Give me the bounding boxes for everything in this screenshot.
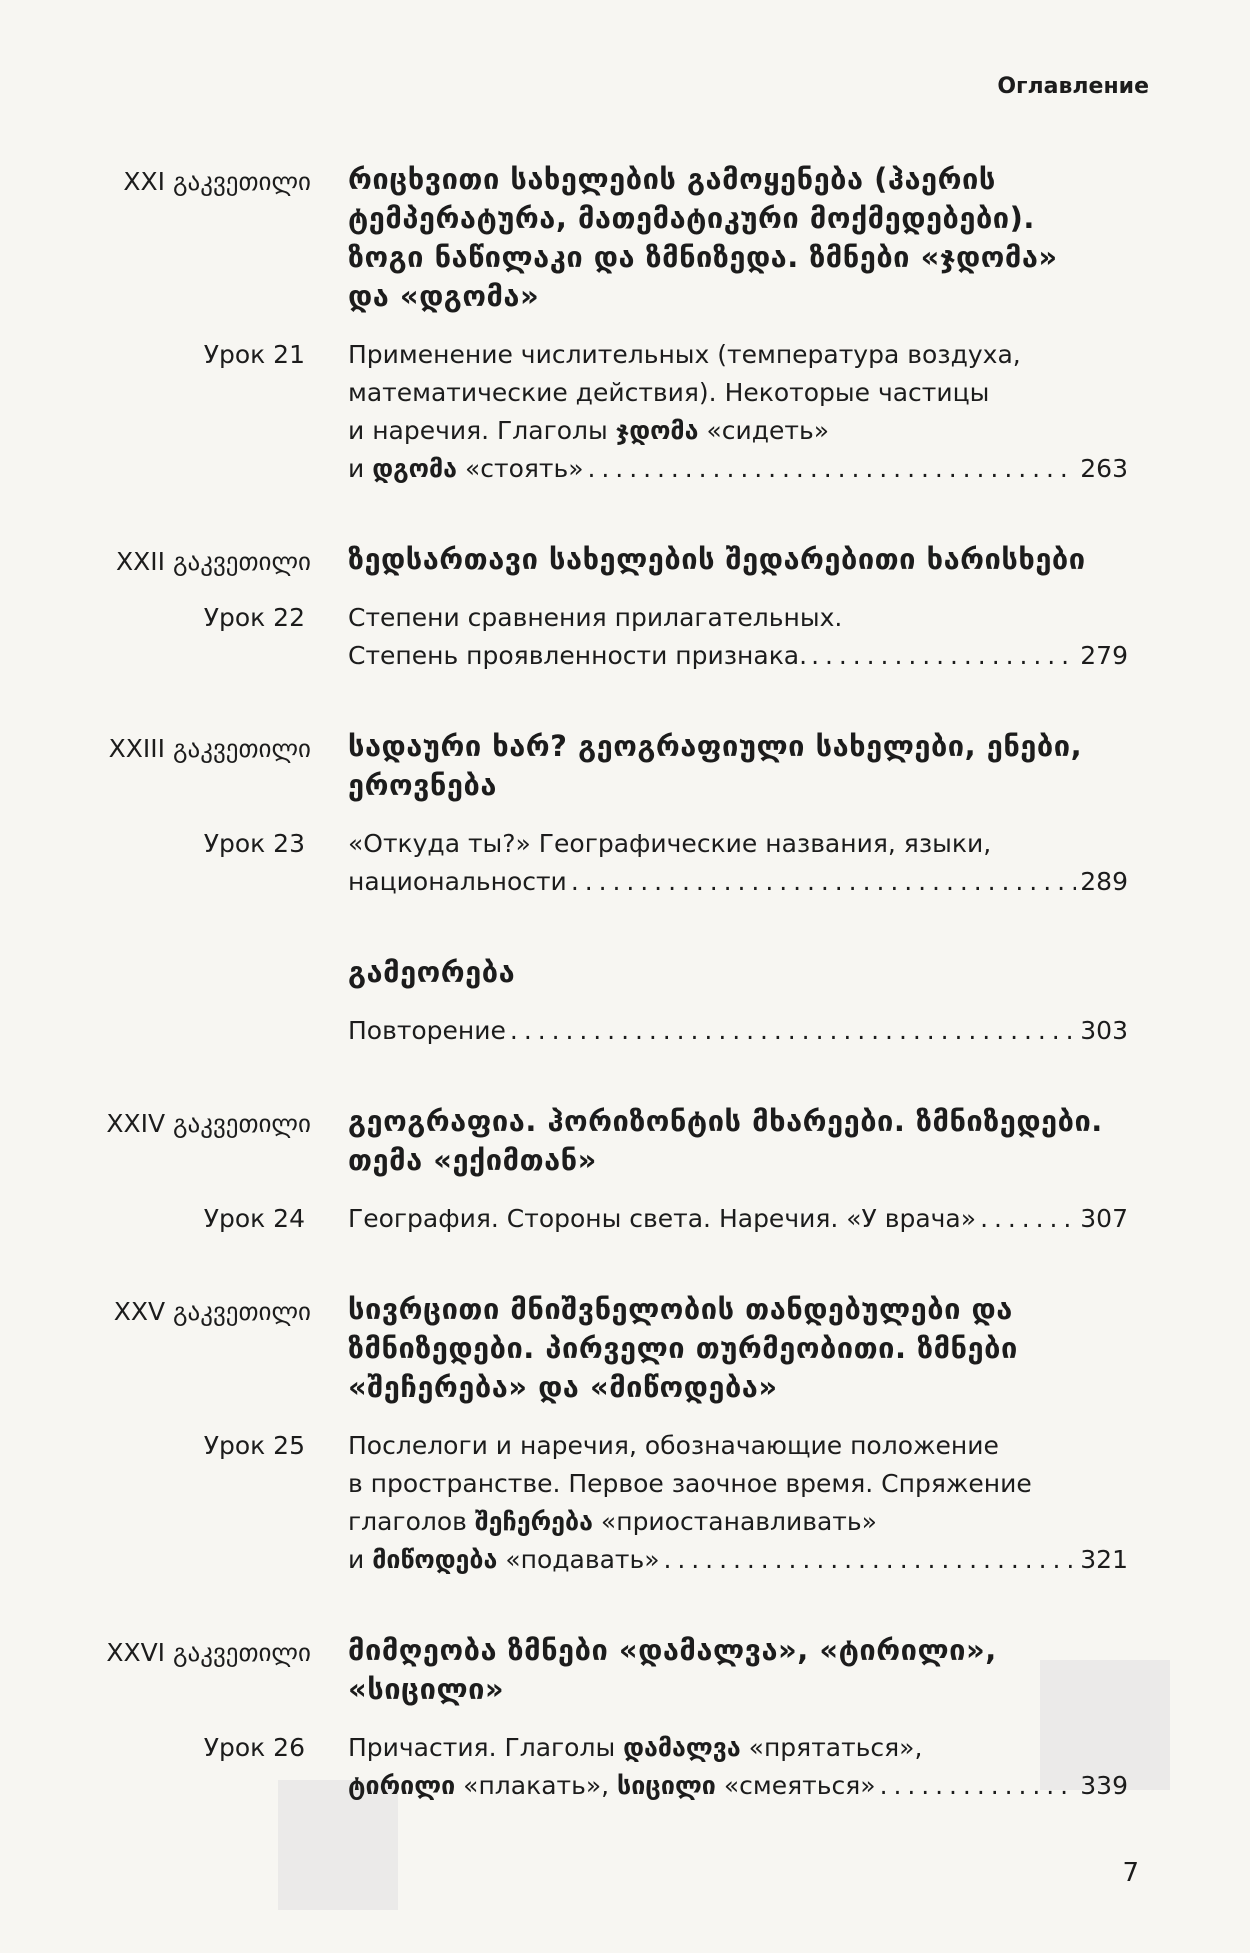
ru-inline-gloss: «плакать», xyxy=(463,1771,610,1800)
toc-entry-xxiii xyxy=(0,727,1250,805)
leader-dots xyxy=(980,1200,1076,1238)
ru-lesson-description xyxy=(348,825,1128,901)
ru-line-text: Причастия. Глаголы xyxy=(348,1733,624,1762)
ru-last-line xyxy=(348,1767,1128,1805)
geo-lesson-title: ზედსართავი სახელების შედარებითი ხარისხები xyxy=(348,542,1086,576)
geo-lesson-title: გამეორება xyxy=(348,955,516,989)
geo-lesson-label: XXIII გაკვეთილი xyxy=(108,734,311,763)
ru-line: математические действия). Некоторые частицы xyxy=(348,378,990,407)
ru-lesson-label: Урок 21 xyxy=(203,340,305,369)
geo-lesson-label: XXII გაკვეთილი xyxy=(116,547,311,576)
ru-line-text: География. Стороны света. Наречия. «У врача» xyxy=(348,1204,977,1233)
page-number-ref[interactable]: 321 xyxy=(1080,1545,1128,1574)
ru-lesson-description xyxy=(348,336,1128,488)
geo-inline-term: დგომა xyxy=(372,454,458,483)
ru-line-text: и наречия. Глаголы xyxy=(348,416,616,445)
ru-lesson-description xyxy=(348,1200,1128,1238)
table-of-contents xyxy=(0,160,1250,1805)
page-number-ref[interactable]: 339 xyxy=(1080,1771,1128,1800)
ru-last-line: и მიწოდება «подавать» . . . 321 xyxy=(348,1541,1128,1579)
geo-inline-term: შეჩერება xyxy=(474,1507,593,1536)
geo-lesson-label: XXV გაკვეთილი xyxy=(113,1297,311,1326)
toc-entry-xxi xyxy=(0,160,1250,316)
geo-lesson-title: მიმღეობა ზმნები «დამალვა», «ტირილი», «სიცილი» xyxy=(348,1633,997,1706)
toc-entry-xxv xyxy=(0,1290,1250,1407)
ru-line: «Откуда ты?» Географические названия, языки, xyxy=(348,829,992,858)
ru-line: в пространстве. Первое заочное время. Спряжение xyxy=(348,1469,1032,1498)
ru-line-text: национальности xyxy=(348,867,567,896)
geo-lesson-title: სადაური ხარ? გეოგრაფიული სახელები, ენები, ეროვნება xyxy=(348,729,1083,802)
ru-line: Применение числительных (температура воздуха, xyxy=(348,340,1021,369)
ru-entry-26 xyxy=(0,1729,1250,1805)
running-header: Оглавление xyxy=(997,74,1149,99)
toc-entry-xxii xyxy=(0,540,1250,579)
ru-inline-gloss: «приостанавливать» xyxy=(600,1507,877,1536)
ru-lesson-label: Урок 22 xyxy=(203,603,305,632)
ru-line-text: Степень проявленности признака. xyxy=(348,641,808,670)
geo-lesson-title: რიცხვითი სახელების გამოყენება (ჰაერის ტემპერატურა, მათემატიკური მოქმედებები). ზოგი ნაწილაკი და ზმნიზედა. ზმნები «ჯდომა» და «დგომა» xyxy=(348,162,1058,313)
toc-entry-review xyxy=(0,953,1250,992)
geo-inline-term: დამალვა xyxy=(623,1733,741,1762)
ru-lesson-label: Урок 23 xyxy=(203,829,305,858)
leader-dots xyxy=(510,1012,1076,1050)
page-number-ref[interactable]: 303 xyxy=(1080,1016,1128,1045)
toc-entry-xxvi xyxy=(0,1631,1250,1709)
ru-lesson-description xyxy=(348,599,1128,675)
geo-lesson-label: XXIV გაკვეთილი xyxy=(106,1109,311,1138)
page-number-ref[interactable]: 263 xyxy=(1080,454,1128,483)
ru-entry-review xyxy=(0,1012,1250,1050)
geo-lesson-title: სივრცითი მნიშვნელობის თანდებულები და ზმნიზედები. პირველი თურმეობითი. ზმნები «შეჩერება» და «მიწოდება» xyxy=(348,1292,1018,1404)
ru-line-text: глаголов xyxy=(348,1507,475,1536)
page-number-ref[interactable]: 307 xyxy=(1080,1204,1128,1233)
ru-last-line xyxy=(348,1012,1128,1050)
ru-lesson-label: Урок 26 xyxy=(203,1733,305,1762)
ru-inline-gloss: «подавать» xyxy=(505,1545,660,1574)
ru-line xyxy=(348,412,1128,450)
geo-lesson-title: გეოგრაფია. ჰორიზონტის მხარეები. ზმნიზედები. თემა «ექიმთან» xyxy=(348,1104,1103,1177)
page-number-ref[interactable]: 289 xyxy=(1080,867,1128,896)
geo-inline-term: სიცილი xyxy=(617,1771,716,1800)
geo-lesson-label: XXI გაკვეთილი xyxy=(123,167,311,196)
ru-inline-gloss: «стоять» xyxy=(464,454,584,483)
leader-dots xyxy=(571,863,1076,901)
ru-lesson-label: Урок 24 xyxy=(203,1204,305,1233)
ru-entry-25 xyxy=(0,1427,1250,1579)
geo-inline-term: ჯდომა xyxy=(615,416,699,445)
page-number-ref[interactable]: 279 xyxy=(1080,641,1128,670)
ru-line xyxy=(348,1729,1128,1767)
ru-entry-23 xyxy=(0,825,1250,901)
leader-dots xyxy=(880,1767,1077,1805)
leader-dots xyxy=(588,450,1077,488)
ru-inline-gloss: «прятаться», xyxy=(748,1733,923,1762)
ru-inline-gloss: «сидеть» xyxy=(706,416,829,445)
geo-inline-term: მიწოდება xyxy=(372,1545,498,1574)
ru-line: Степени сравнения прилагательных. xyxy=(348,603,843,632)
ru-line-text: Повторение xyxy=(348,1016,506,1045)
ru-entry-21 xyxy=(0,336,1250,488)
ru-entry-24 xyxy=(0,1200,1250,1238)
ru-line xyxy=(348,1503,1128,1541)
ru-lesson-description xyxy=(348,1427,1128,1579)
ru-last-line xyxy=(348,1200,1128,1238)
geo-lesson-label: XXVI გაკვეთილი xyxy=(106,1638,311,1667)
page-number: 7 xyxy=(1122,1858,1139,1888)
ru-lesson-description xyxy=(348,1012,1128,1050)
ru-last-line: и დგომა «стоять» . . . 263 xyxy=(348,450,1128,488)
ru-lesson-label: Урок 25 xyxy=(203,1431,305,1460)
ru-inline-gloss: «смеяться» xyxy=(723,1771,876,1800)
ru-entry-22 xyxy=(0,599,1250,675)
leader-dots xyxy=(664,1541,1077,1579)
ru-last-line xyxy=(348,637,1128,675)
geo-inline-term: ტირილი xyxy=(348,1771,456,1800)
ru-lesson-description xyxy=(348,1729,1128,1805)
leader-dots xyxy=(811,637,1076,675)
ru-line: Послелоги и наречия, обозначающие положение xyxy=(348,1431,999,1460)
toc-entry-xxiv xyxy=(0,1102,1250,1180)
ru-last-line xyxy=(348,863,1128,901)
